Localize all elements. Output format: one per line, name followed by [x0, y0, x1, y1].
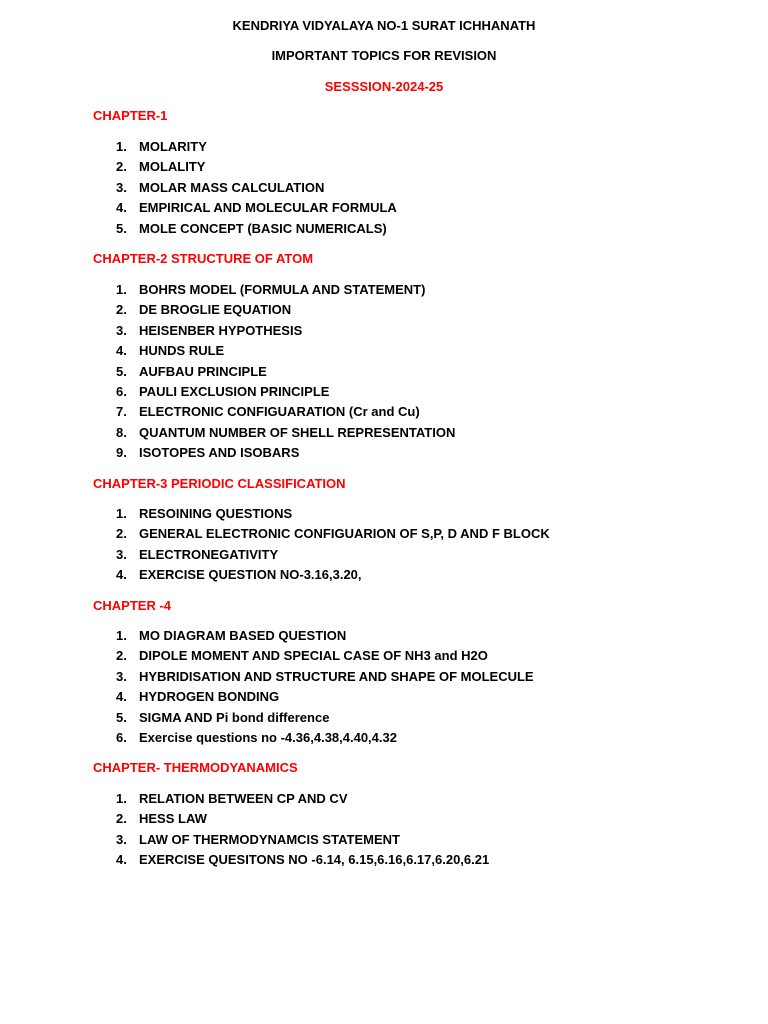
item-text: RESOINING QUESTIONS: [139, 506, 293, 521]
item-text: DIPOLE MOMENT AND SPECIAL CASE OF NH3 and H2O: [139, 648, 488, 664]
item-text: BOHRS MODEL (FORMULA AND STATEMENT): [139, 282, 426, 297]
item-number: 3.: [116, 831, 127, 847]
item-number: 6.: [116, 729, 127, 745]
item-text: SIGMA AND Pi bond difference: [139, 709, 330, 725]
item-text: DE BROGLIE EQUATION: [139, 302, 292, 318]
item-number: 2.: [116, 159, 127, 175]
item-number: 6.: [116, 383, 127, 399]
item-number: 5.: [116, 709, 127, 725]
chapter-4-heading: CHAPTER -4: [93, 598, 172, 613]
item-number: 7.: [116, 404, 127, 420]
chapter-2-heading: CHAPTER-2 STRUCTURE OF ATOM: [93, 251, 314, 266]
item-number: 2.: [116, 526, 127, 542]
item-number: 3.: [116, 322, 127, 338]
item-text: HYDROGEN BONDING: [139, 689, 280, 705]
item-text: AUFBAU PRINCIPLE: [139, 363, 267, 379]
item-text: QUANTUM NUMBER OF SHELL REPRESENTATION: [139, 424, 456, 440]
session-label: SESSSION-2024-25: [324, 79, 444, 94]
chapter-thermodynamics-heading: CHAPTER- THERMODYANAMICS: [93, 760, 298, 775]
item-text: HESS LAW: [139, 811, 207, 827]
item-text: EXERCISE QUESITONS NO -6.14, 6.15,6.16,6.17,6.20,6.21: [139, 852, 490, 868]
item-text: MOLARITY: [139, 139, 207, 154]
item-text: HUNDS RULE: [139, 343, 225, 359]
item-text: EXERCISE QUESTION NO-3.16,3.20,: [139, 567, 362, 583]
item-number: 2.: [116, 811, 127, 827]
item-text: HYBRIDISATION AND STRUCTURE AND SHAPE OF MOLECULE: [139, 668, 534, 684]
item-number: 4.: [116, 567, 127, 583]
item-text: ELECTRONIC CONFIGUARATION (Cr and Cu): [139, 404, 420, 420]
item-text: MOLAR MASS CALCULATION: [139, 179, 325, 195]
item-number: 4.: [116, 200, 127, 216]
item-number: 4.: [116, 852, 127, 868]
item-text: PAULI EXCLUSION PRINCIPLE: [139, 383, 330, 399]
school-name: KENDRIYA VIDYALAYA NO-1 SURAT ICHHANATH: [232, 18, 536, 33]
item-text: ISOTOPES AND ISOBARS: [139, 445, 300, 461]
item-text: LAW OF THERMODYNAMCIS STATEMENT: [139, 831, 400, 847]
document-title: IMPORTANT TOPICS FOR REVISION: [271, 48, 497, 63]
item-text: GENERAL ELECTRONIC CONFIGUARION OF S,P, D AND F BLOCK: [139, 526, 550, 542]
item-text: ELECTRONEGATIVITY: [139, 546, 279, 562]
item-number: 9.: [116, 445, 127, 461]
item-number: 1.: [116, 282, 127, 297]
item-number: 3.: [116, 668, 127, 684]
item-text: HEISENBER HYPOTHESIS: [139, 322, 303, 338]
item-number: 2.: [116, 648, 127, 664]
item-number: 4.: [116, 689, 127, 705]
item-number: 1.: [116, 628, 127, 643]
item-number: 1.: [116, 506, 127, 521]
item-number: 4.: [116, 343, 127, 359]
item-text: EMPIRICAL AND MOLECULAR FORMULA: [139, 200, 397, 216]
chapter-3-heading: CHAPTER-3 PERIODIC CLASSIFICATION: [93, 476, 346, 491]
item-text: Exercise questions no -4.36,4.38,4.40,4.32: [139, 729, 397, 745]
chapter-1-heading: CHAPTER-1: [93, 108, 168, 123]
item-number: 1.: [116, 791, 127, 806]
item-number: 3.: [116, 546, 127, 562]
item-number: 8.: [116, 424, 127, 440]
item-text: MOLALITY: [139, 159, 206, 175]
item-text: MO DIAGRAM BASED QUESTION: [139, 628, 347, 643]
item-text: RELATION BETWEEN CP AND CV: [139, 791, 348, 806]
item-number: 5.: [116, 363, 127, 379]
item-number: 2.: [116, 302, 127, 318]
item-number: 5.: [116, 220, 127, 236]
item-number: 1.: [116, 139, 127, 154]
item-text: MOLE CONCEPT (BASIC NUMERICALS): [139, 220, 387, 236]
item-number: 3.: [116, 179, 127, 195]
